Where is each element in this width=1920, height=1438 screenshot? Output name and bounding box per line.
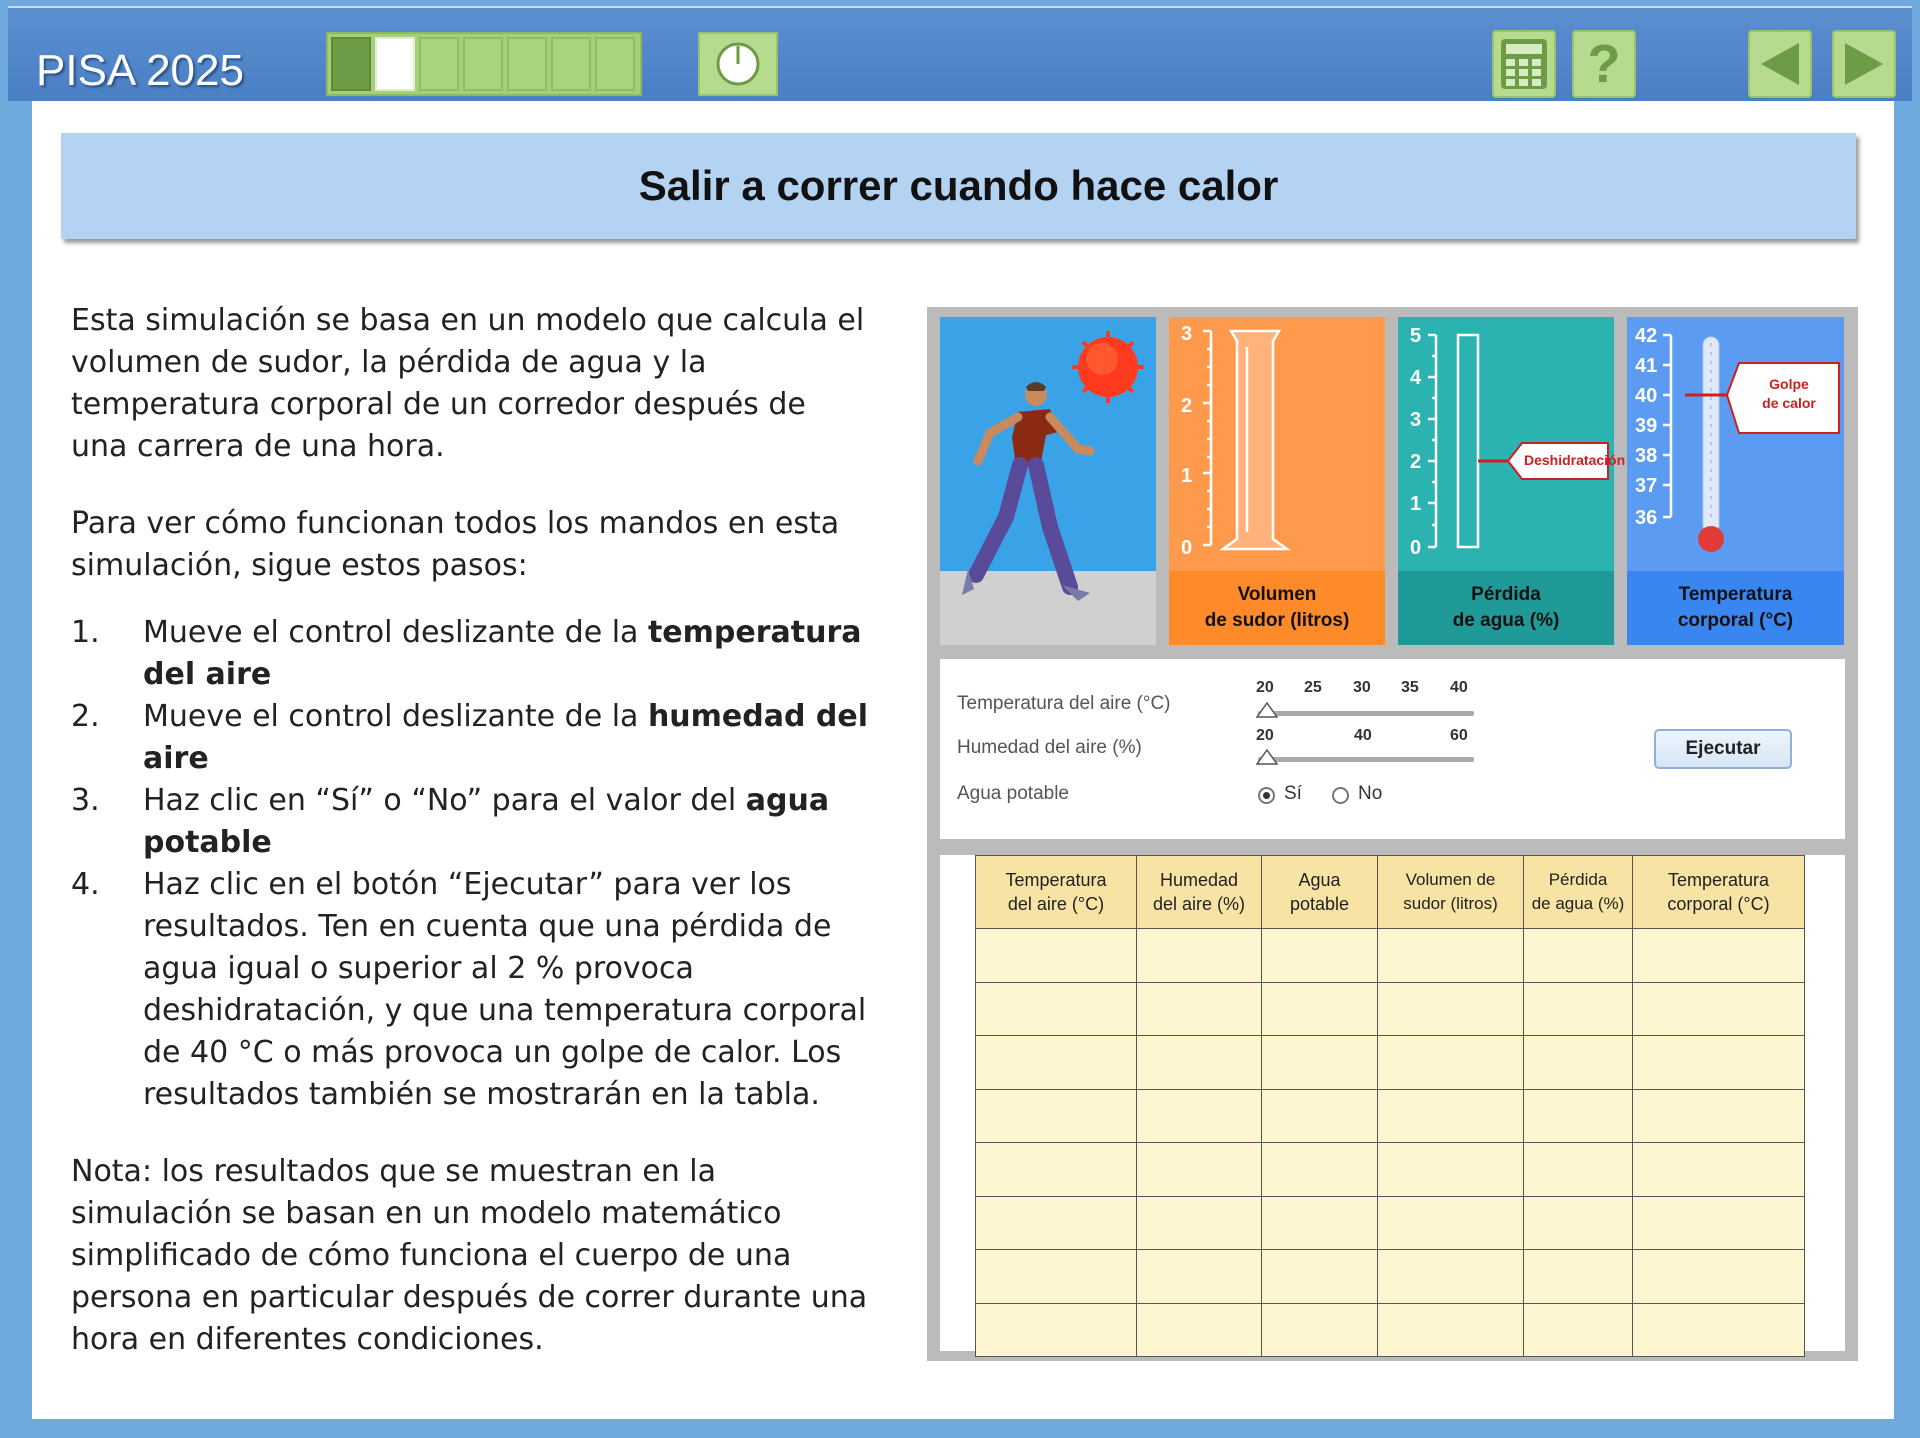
table-cell (1524, 1250, 1633, 1304)
table-cell (1524, 1089, 1633, 1143)
table-cell (1524, 1196, 1633, 1250)
table-row (976, 1196, 1805, 1250)
table-row (976, 1303, 1805, 1357)
table-row (976, 1250, 1805, 1304)
next-button[interactable] (1832, 30, 1896, 98)
table-cell (1137, 1250, 1262, 1304)
calculator-button[interactable] (1492, 30, 1556, 98)
table-cell (1633, 929, 1805, 983)
back-button[interactable] (1748, 30, 1812, 98)
table-cell (1262, 1196, 1378, 1250)
table-row (976, 982, 1805, 1036)
table-cell (1633, 1143, 1805, 1197)
graduated-cylinder-icon (1169, 317, 1385, 571)
table-cell (1137, 1303, 1262, 1357)
table-cell (1262, 982, 1378, 1036)
table-cell (976, 1250, 1137, 1304)
table-cell (1137, 1196, 1262, 1250)
table-cell (1378, 1196, 1524, 1250)
progress-segment (419, 37, 459, 91)
progress-segment (551, 37, 591, 91)
table-cell (1378, 929, 1524, 983)
sweat-gauge-label: Volumen de sudor (litros) (1169, 571, 1385, 645)
table-cell (1524, 1303, 1633, 1357)
progress-segment (595, 37, 635, 91)
table-cell (1378, 1303, 1524, 1357)
calculator-icon (1499, 37, 1549, 91)
table-row (976, 1089, 1805, 1143)
table-cell (1633, 1036, 1805, 1090)
column-header: Temperatura del aire (°C) (976, 856, 1137, 929)
simulation (927, 307, 1858, 1361)
dehydration-callout: Deshidratación (1524, 452, 1626, 468)
table-cell (1137, 1089, 1262, 1143)
arrow-left-icon (1757, 39, 1803, 89)
column-header: Temperatura corporal (°C) (1633, 856, 1805, 929)
table-cell (1262, 1089, 1378, 1143)
table-cell (1524, 929, 1633, 983)
radio-yes-label[interactable]: Sí (1284, 783, 1302, 804)
table-cell (1633, 1196, 1805, 1250)
instructions (71, 300, 871, 1396)
humidity-slider-thumb[interactable] (1256, 749, 1278, 765)
question-icon: ? (1587, 34, 1621, 94)
table-cell (1262, 1036, 1378, 1090)
table-cell (1378, 982, 1524, 1036)
progress-segment (331, 37, 371, 91)
humidity-slider[interactable] (1258, 757, 1474, 762)
table-cell (1137, 1143, 1262, 1197)
page-title: Salir a correr cuando hace calor (61, 133, 1856, 239)
table-cell (1378, 1250, 1524, 1304)
progress-segment (507, 37, 547, 91)
table-cell (1524, 1036, 1633, 1090)
body-temperature-gauge: 42 41 40 39 38 37 36 Golpe de calor Temperatura corporal (°C) (1627, 317, 1844, 645)
humidity-label: Humedad del aire (%) (957, 737, 1142, 758)
steps-list (71, 612, 871, 1116)
intro-text: Esta simulación se basa en un modelo que calcula el volumen de sudor, la pérdida de agua y la temperatura corporal de un corredor después de una carrera de una hora. (71, 303, 865, 464)
table-cell (1633, 1303, 1805, 1357)
table-cell (1633, 1089, 1805, 1143)
air-temp-slider[interactable] (1258, 711, 1474, 716)
air-temp-slider-thumb[interactable] (1256, 702, 1278, 718)
table-cell (1378, 1143, 1524, 1197)
table-cell (1137, 929, 1262, 983)
radio-no-label[interactable]: No (1358, 783, 1383, 804)
table-cell (976, 1036, 1137, 1090)
note-text: Nota: los resultados que se muestran en la simulación se basan en un modelo matemático simplificado de cómo funciona el cuerpo de una persona en particular después de correr durante una hora en diferentes condiciones. (71, 1154, 868, 1357)
results-table (975, 855, 1805, 1357)
column-header: Humedad del aire (%) (1137, 856, 1262, 929)
table-cell (1633, 1250, 1805, 1304)
top-bar (8, 6, 1912, 101)
water-loss-gauge: 5 4 3 2 1 0 Deshidratación Pérdida de agua (%) (1398, 317, 1614, 645)
table-cell (1378, 1089, 1524, 1143)
clock-icon (714, 40, 762, 88)
radio-no[interactable] (1332, 787, 1349, 804)
temperature-gauge-label: Temperatura corporal (°C) (1627, 571, 1844, 645)
table-cell (1262, 1250, 1378, 1304)
list-item: 4. Haz clic en el botón “Ejecutar” para ver los resultados. Ten en cuenta que una pérdida de agua igual o superior al 2 % provoca deshidratación, y que una temperatura corporal de 40 °C o más provoca un golpe de calor. Los resultados también se mostrarán en la tabla. (71, 867, 867, 1112)
table-cell (1633, 982, 1805, 1036)
arrow-right-icon (1841, 39, 1887, 89)
runner-illustration (940, 317, 1156, 645)
progress-bar (326, 32, 642, 96)
column-header: Agua potable (1262, 856, 1378, 929)
table-cell (976, 1303, 1137, 1357)
table-cell (1262, 1303, 1378, 1357)
air-temp-label: Temperatura del aire (°C) (957, 693, 1171, 714)
list-item: 2. Mueve el control deslizante de la humedad del aire (71, 699, 869, 776)
table-cell (1378, 1036, 1524, 1090)
table-cell (1524, 982, 1633, 1036)
table-cell (1137, 1036, 1262, 1090)
list-item: 1. Mueve el control deslizante de la temperatura del aire (71, 615, 862, 692)
run-button[interactable]: Ejecutar (1654, 729, 1792, 769)
water-label: Agua potable (957, 783, 1069, 804)
water-bar-icon (1398, 317, 1614, 571)
table-cell (976, 1089, 1137, 1143)
sweat-volume-gauge: 3 2 1 0 Volumen de sudor (litros) (1169, 317, 1385, 645)
runner-scene (940, 317, 1156, 645)
controls-panel: Temperatura del aire (°C) 20 25 30 35 40 Humedad del aire (%) 20 40 60 Agua potable Sí No Ejecutar (940, 659, 1845, 839)
table-row (976, 1143, 1805, 1197)
table-cell (1262, 1143, 1378, 1197)
table-cell (976, 982, 1137, 1036)
table-cell (1137, 982, 1262, 1036)
table-header-row (976, 856, 1805, 929)
radio-yes[interactable] (1258, 787, 1275, 804)
table-cell (1524, 1143, 1633, 1197)
timer-button[interactable] (698, 32, 778, 96)
table-cell (976, 1143, 1137, 1197)
table-cell (976, 1196, 1137, 1250)
brand-title: PISA 2025 (36, 46, 244, 95)
list-item: 3. Haz clic en “Sí” o “No” para el valor del agua potable (71, 783, 830, 860)
progress-segment (375, 37, 415, 91)
results-table-area (940, 855, 1845, 1351)
table-row (976, 929, 1805, 983)
table-cell (1262, 929, 1378, 983)
water-gauge-label: Pérdida de agua (%) (1398, 571, 1614, 645)
table-body (976, 929, 1805, 1357)
table-cell (976, 929, 1137, 983)
steps-intro-text: Para ver cómo funcionan todos los mandos en esta simulación, sigue estos pasos: (71, 506, 840, 583)
column-header: Pérdida de agua (%) (1524, 856, 1633, 929)
thermometer-icon (1627, 317, 1844, 571)
column-header: Volumen de sudor (litros) (1378, 856, 1524, 929)
table-row (976, 1036, 1805, 1090)
heatstroke-callout: Golpe de calor (1762, 376, 1816, 411)
help-button[interactable] (1572, 30, 1636, 98)
progress-segment (463, 37, 503, 91)
